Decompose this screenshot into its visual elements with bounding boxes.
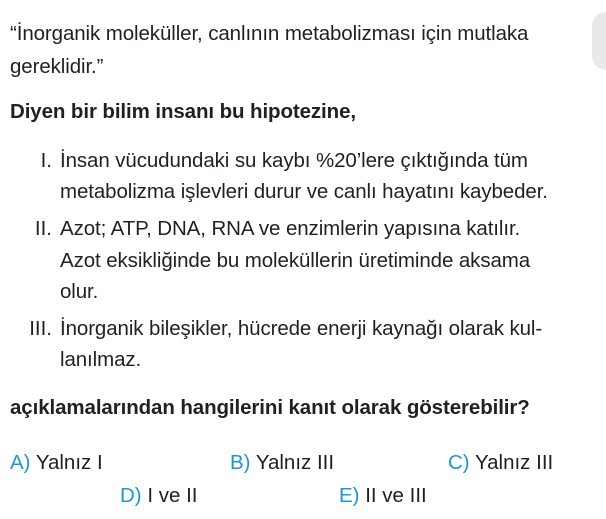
statement-numeral-2: II. bbox=[34, 217, 52, 240]
question-lead-in: Diyen bir bilim insanı bu hipotezine, bbox=[10, 100, 356, 123]
statement-1-line-1: İnsan vücudundaki su kaybı %20’lere çıktığında tüm bbox=[60, 149, 528, 172]
statement-3-line-2: lanılmaz. bbox=[60, 348, 142, 371]
choice-d[interactable] bbox=[120, 484, 197, 508]
statement-numeral-1: I. bbox=[40, 149, 52, 172]
statement-3-line-1: İnorganik bileşikler, hücrede enerji kaynağı olarak kul- bbox=[60, 317, 543, 340]
choice-e-text: II ve III bbox=[365, 484, 427, 507]
choice-c[interactable] bbox=[448, 451, 553, 475]
choice-d-letter: D) bbox=[120, 484, 148, 507]
choice-a-letter: A) bbox=[10, 451, 36, 474]
quote-line-2: gereklidir.” bbox=[10, 55, 104, 78]
choice-b[interactable] bbox=[230, 451, 334, 475]
choice-e[interactable] bbox=[339, 484, 427, 508]
quote-line-1: “İnorganik moleküller, canlının metabolizması için mutlaka bbox=[10, 22, 529, 45]
statement-2-line-1: Azot; ATP, DNA, RNA ve enzimlerin yapısına katılır. bbox=[60, 217, 521, 240]
statement-1-line-2: metabolizma işlevleri durur ve canlı hayatını kaybeder. bbox=[60, 180, 548, 203]
statement-2-line-3: olur. bbox=[60, 280, 99, 303]
choice-a[interactable] bbox=[10, 451, 103, 475]
statement-2-line-2: Azot eksikliğinde bu moleküllerin üretiminde aksama bbox=[60, 249, 531, 272]
question-prompt: açıklamalarından hangilerini kanıt olarak gösterebilir? bbox=[10, 396, 530, 419]
choice-c-text: Yalnız III bbox=[474, 451, 554, 474]
choice-b-text: Yalnız III bbox=[255, 451, 335, 474]
choice-c-letter: C) bbox=[448, 451, 475, 474]
choice-b-letter: B) bbox=[230, 451, 256, 474]
choice-d-text: I ve II bbox=[147, 484, 198, 507]
choice-e-letter: E) bbox=[339, 484, 366, 507]
choice-a-text: Yalnız I bbox=[35, 451, 103, 474]
page-edge-tab bbox=[592, 12, 606, 70]
statement-numeral-3: III. bbox=[29, 317, 52, 340]
